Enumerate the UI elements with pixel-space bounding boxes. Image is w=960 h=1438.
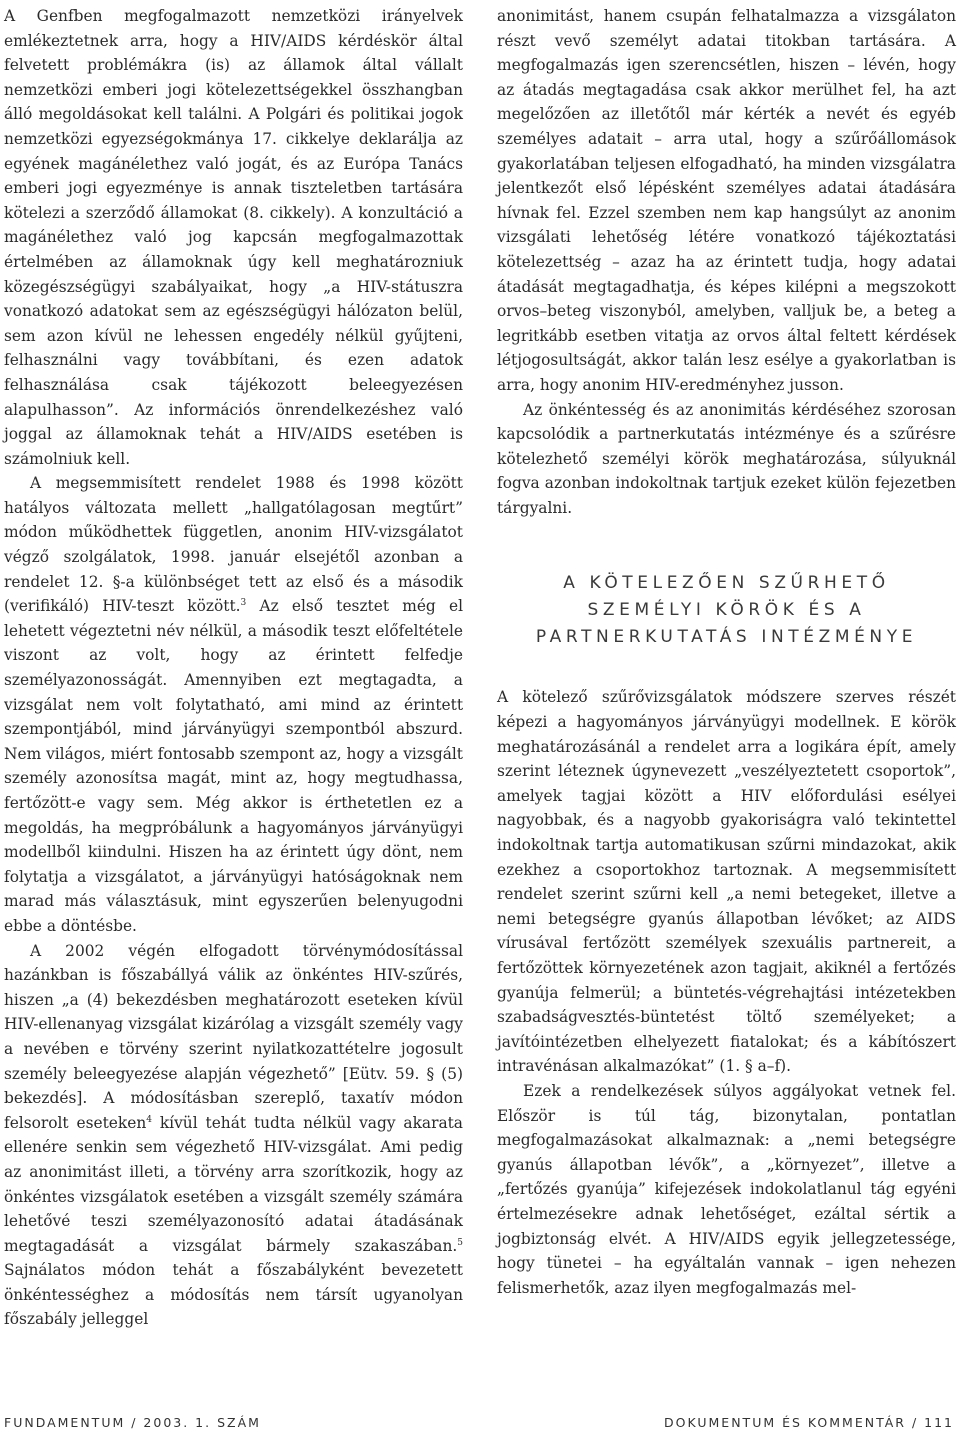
paragraph-text: Az első tesztet még el lehetett végeztetni név nélkül, a második teszt előfeltétele viszont az volt, hogy az érintett felfedje személyazonosságát. Amennyiben ezt megtagadta, a vizsgálat nem volt folytatható, ami mind az érintett szempontjából, mind járványügyi szempontból abszurd. Nem világos, miért fontosabb szempont az, hogy a vizsgált személy azonosítsa magát, mint az, hogy megtudhassa, fertőzött-e vagy sem. Még akkor is érthetetlen ez a megoldás, ha megpróbálunk a hagyományos járványügyi modellből kiindulni. Hiszen ha az érintett úgy dönt, nem folytatja a vizsgálatot, a járványügyi hatóságoknak nem marad más választásuk, mint egyszerűen belenyugodni ebbe a döntésbe. — [4, 597, 463, 935]
section-heading — [497, 570, 956, 651]
paragraph-text: A 2002 végén elfogadott törvénymódosítással hazánkban is főszabállyá válik az önkéntes HIV-szűrés, hiszen „a (4) bekezdésben meghatározott eseteken kívül HIV-ellenanyag vizsgálat kizárólag a vizsgált személy vagy a nevében e törvény szerint nyilatkozattételre jogosult személy beleegyezése alapján végezhető” [Eütv. 59. § (5) bekezdés]. A módosításban szereplő, taxatív módon felsorolt eseteken — [4, 941, 463, 1132]
footnote-ref[interactable]: 5 — [457, 1237, 463, 1248]
paragraph — [497, 4, 956, 398]
paragraph-text: A Genfben megfogalmazott nemzetközi irányelvek emlékeztetnek arra, hogy a HIV/AIDS kérdéskör által felvetett problémákra (is) az államok által vállalt nemzetközi emberi jogi kötelezettségekkel összhangban álló megoldásokat kell találni. A Polgári és politikai jogok nemzetközi egyezségokmánya 17. cikkelye deklarálja az egyének magánélethez való jogát, és az Európa Tanács emberi jogi egyezménye is annak tiszteletben tartására kötelezi a szerződő államokat (8. cikkely). A konzultáció a magánélethez való jog kapcsán megfogalmazottak értelmében az államoknak úgy kell meghatározniuk közegészségügyi szabályaikat, hogy „a HIV-státuszra vonatkozó adatokat sem az egészségügyi hálózaton belül, sem azon kívül ne lehessen engedély nélkül gyűjteni, felhasználni vagy továbbítani, és ezen adatok felhasználása csak tájékozott beleegyezésen alapulhasson”. Az információs önrendelkezéshez való joggal az államoknak tehát a HIV/AIDS esetében is számolniuk kell. — [4, 7, 463, 468]
paragraph — [4, 939, 463, 1333]
paragraph-text: Ezek a rendelkezések súlyos aggályokat vetnek fel. Először is túl tág, bizonytalan, pontatlan megfogalmazásokat alkalmaznak: a „nemi betegségre gyanús állapotban lévők”, a „környezet”, illetve a „fertőzés gyanúja” kifejezések indokolatlanul tág egyéni értelmezésekre adnak lehetőséget, ezáltal sértik a jogbiztonság elvét. A HIV/AIDS egyik jellegzetessége, hogy tünetei – ha egyáltalán vannak – igen nehezen felismerhetők, azaz ilyen megfogalmazás mel- — [497, 1081, 956, 1297]
paragraph-text: A kötelező szűrővizsgálatok módszere szerves részét képezi a hagyományos járványügyi modellnek. E körök meghatározásánál a rendelet arra a logikára épít, amely szerint léteznek úgynevezett „veszélyeztetett csoportok”, amelyek tagjai között a HIV előfordulási esélyei nagyobbak, és a nagyobb gyakoriságra való tekintettel indokoltnak tartja automatikusan szűrni mindazokat, akik ezekhez a csoportokhoz tartoznak. A megsemmisített rendelet szerint szűrni kell „a nemi betegeket, illetve a nemi betegségre gyanús állapotban lévőket; az AIDS vírusával fertőzött személyek szexuális partnereit, a fertőzöttek környezetének azon tagjait, akiknél a fertőzés gyanúja felmerül; a büntetés-végrehajtási intézetekben szabadságvesztés-büntetést töltő személyeket; a javítóintézetben elhelyezett fiatalokat; és a kábítószert intravénásan alkalmazókat” (1. § a–f). — [497, 688, 956, 1076]
section-heading-line: SZEMÉLYI KÖRÖK ÉS A — [587, 600, 866, 621]
paragraph-text: kívül tehát tudta nélkül vagy akarata ellenére senkin sem végezhető HIV-vizsgálat. Ami pedig az anonimitást illeti, a törvény arra szorítkozik, hogy az önkéntes vizsgálatok esetében a vizsgált személy számára lehetővé teszi személyazonosító adatai átadásának megtagadását a vizsgálat bármely szakaszában. — [4, 1113, 463, 1255]
paragraph-text: A megsemmisített rendelet 1988 és 1998 között hatályos változata mellett „hallgatólagosan megtűrt” módon működhettek független, anonim HIV-vizsgálatot végző szolgálatok, 1998. január elsejétől azonban a rendelet 12. §-a különbséget tett az első és a második (verifikáló) HIV-teszt között. — [4, 474, 463, 616]
paragraph — [497, 685, 956, 1079]
paragraph — [497, 398, 956, 521]
footer-journal: FUNDAMENTUM / 2003. 1. SZÁM — [4, 1415, 261, 1430]
paragraph-text: Sajnálatos módon tehát a főszabályként bevezetett önkéntességhez a módosítás nem társít ugyanolyan főszabály jelleggel — [4, 1261, 463, 1329]
section-heading-line: A KÖTELEZŐEN SZŰRHETŐ — [563, 573, 890, 594]
left-column — [4, 4, 463, 1332]
footer-section-page: DOKUMENTUM ÉS KOMMENTÁR / 111 — [664, 1415, 954, 1430]
paragraph — [497, 1079, 956, 1300]
footnote-ref[interactable]: 3 — [240, 598, 247, 609]
paragraph-text: anonimitást, hanem csupán felhatalmazza a vizsgálaton részt vevő személyt adatai titokban tartására. A megfogalmazás igen szerencsétlen, hiszen – lévén, hogy az átadás megtagadása csak akkor merülhet fel, ha azt megelőzően az illetőtől már kérték a nevét és egyéb személyes adatait – arra utal, hogy a szűrőállomások gyakorlatában teljesen elfogadható, ha minden vizsgálatra jelentkezőt első lépésként személyes adatai átadására hívnak fel. Ezzel szemben nem kap hangsúlyt az anonim vizsgálati lehetőség létére vonatkozó tájékoztatási kötelezettség – azaz ha az érintett tudja, hogy adatai átadását megtagadhatja, és képes kilépni a megszokott orvos–beteg viszonyból, amelyben, valljuk be, a beteg a legritkább esetben vitatja az orvos által feltett kérdések létjogosultságát, akkor talán lesz esélye a gyakorlatban is arra, hogy anonim HIV-eredményhez jusson. — [497, 7, 956, 394]
section-heading-line: PARTNERKUTATÁS INTÉZMÉNYE — [535, 627, 918, 648]
paragraph-text: Az önkéntesség és az anonimitás kérdéséhez szorosan kapcsolódik a partnerkutatás intézménye és a szűrésre kötelezhető személyi körök meghatározása, súlyuknál fogva azonban indokoltnak tartjuk ezeket külön fejezetben tárgyalni. — [497, 400, 956, 517]
footnote-ref[interactable]: 4 — [146, 1114, 152, 1125]
right-column — [497, 4, 956, 1300]
paragraph — [4, 471, 463, 938]
paragraph — [4, 4, 463, 471]
